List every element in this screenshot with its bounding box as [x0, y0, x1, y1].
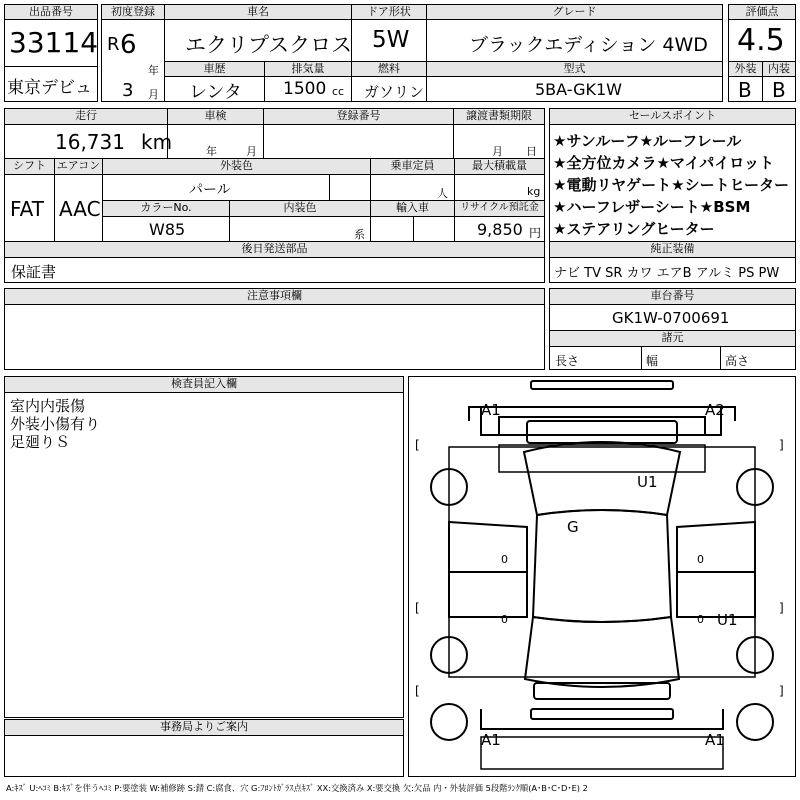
- later-parts-cell: [4, 257, 545, 283]
- first-reg-month: 3: [122, 80, 134, 101]
- door-cell: [351, 19, 427, 62]
- sales-point: ★サンルーフ★ルーフレール: [553, 132, 742, 150]
- dim-divider-2: [720, 347, 721, 370]
- color-number: W85: [149, 220, 186, 239]
- registration-number-header: 登録番号: [263, 108, 454, 125]
- load-cell: [454, 174, 545, 201]
- equipment-header: 純正装備: [549, 241, 796, 258]
- legend: A:ｷｽﾞ U:ﾍｺﾐ B:ｷｽﾞを伴うﾍｺﾐ P:要塗装 W:補修跡 S:錆 C:腐食、穴 G:ﾌﾛﾝﾄｶﾞﾗｽ点ｷｽﾞ XX:交換済み X:要交換 欠:欠品 内・外装評価 5段階ﾗﾝｸ順(A･B･C･D･E) 2: [6, 783, 588, 793]
- displacement-unit: cc: [332, 85, 345, 98]
- zero-mark: 0: [501, 553, 508, 566]
- damage-mark: A1: [705, 731, 725, 749]
- score: 4.5: [737, 23, 785, 58]
- shift: FAT: [10, 197, 45, 221]
- transfer-month-unit: 月: [492, 145, 503, 158]
- import-header: 輸入車: [370, 200, 455, 217]
- recycle-fee-cell: [454, 216, 545, 242]
- grade-cell: [426, 19, 723, 62]
- sales-point: ★電動リヤゲート★シートヒーター: [553, 176, 789, 194]
- equipment: ナビ TV SR カワ エアB アルミ PS PW: [554, 266, 780, 281]
- history-header: 車歴: [164, 61, 265, 77]
- grade: ブラックエディション 4WD: [469, 34, 708, 56]
- mileage: 16,731: [55, 130, 125, 154]
- color-number-header: カラーNo.: [102, 200, 230, 217]
- registration-number-cell: [263, 124, 454, 159]
- exterior-grade-cell: [728, 76, 763, 102]
- inspection-header: 車検: [167, 108, 264, 125]
- car-name-cell: [164, 19, 352, 62]
- interior-color-cell: [229, 216, 371, 242]
- lot-note-cell: [4, 66, 98, 102]
- model-code: 5BA-GK1W: [535, 80, 622, 99]
- sales-point: ★ステアリングヒーター: [553, 220, 715, 238]
- car-diagram-frame: [408, 376, 796, 777]
- svg-text:[: [: [415, 684, 420, 698]
- exterior-color-header: 外装色: [102, 158, 371, 175]
- transfer-day-unit: 日: [526, 145, 537, 158]
- fuel-header: 燃料: [351, 61, 427, 77]
- inspector-note: 足廻りＳ: [10, 433, 71, 451]
- transfer-deadline-cell: [453, 124, 545, 159]
- fuel: ガソリン: [364, 83, 425, 101]
- aircon: AAC: [59, 197, 101, 221]
- later-parts-header: 後日発送部品: [4, 241, 545, 258]
- first-registration-header: 初度登録: [101, 4, 165, 20]
- recycle-fee-unit: 円: [529, 226, 542, 240]
- era-label: R: [107, 34, 120, 55]
- grade-header: グレード: [426, 4, 723, 20]
- lot-number-header: 出品番号: [4, 4, 98, 20]
- inspector-note: 室内内張傷: [10, 397, 86, 415]
- import-divider: [413, 217, 414, 242]
- recycle-fee-header: リサイクル預託金: [454, 200, 545, 217]
- car-diagram: [409, 377, 795, 776]
- score-cell: [728, 19, 796, 62]
- chassis-header: 車台番号: [549, 288, 796, 305]
- height-label: 高さ: [725, 354, 750, 368]
- first-reg-year: 6: [120, 30, 137, 60]
- mileage-cell: [4, 124, 173, 159]
- damage-mark: G: [567, 518, 579, 536]
- exterior-grade: B: [738, 78, 752, 102]
- load-unit: kg: [527, 185, 541, 198]
- dimensions-header: 諸元: [549, 330, 796, 347]
- car-name: エクリプスクロス: [185, 33, 353, 57]
- displacement-header: 排気量: [264, 61, 352, 77]
- lot-note: 東京デビュ: [7, 78, 92, 98]
- score-header: 評価点: [728, 4, 796, 20]
- notes-header: 注意事項欄: [4, 288, 545, 305]
- model-cell: [426, 76, 723, 102]
- notes-cell: [4, 304, 545, 370]
- svg-text:]: ]: [779, 684, 784, 698]
- length-label: 長さ: [555, 354, 580, 368]
- interior-grade-cell: [762, 76, 796, 102]
- recycle-fee: 9,850: [477, 220, 523, 239]
- aircon-cell: [54, 174, 103, 242]
- svg-text:[: [: [415, 601, 420, 615]
- load-header: 最大積載量: [454, 158, 545, 175]
- history-cell: [164, 76, 265, 102]
- displacement: 1500: [283, 79, 327, 99]
- inspector-note: 外装小傷有り: [10, 415, 101, 433]
- sales-points-header: セールスポイント: [549, 108, 796, 125]
- month-unit: 月: [148, 88, 159, 101]
- shift-cell: [4, 174, 55, 242]
- exterior-color-cell: [102, 174, 371, 201]
- door-type: 5W: [372, 27, 410, 53]
- exterior-color: パール: [189, 182, 231, 198]
- width-label: 幅: [646, 354, 659, 368]
- zero-mark: 0: [697, 613, 704, 626]
- office-notice-cell: [4, 735, 404, 777]
- dim-divider-1: [641, 347, 642, 370]
- mileage-unit: km: [141, 130, 173, 154]
- fuel-cell: [351, 76, 427, 102]
- damage-mark: A2: [705, 401, 725, 419]
- equipment-cell: [549, 257, 796, 283]
- svg-text:]: ]: [779, 438, 784, 452]
- chassis-number: GK1W-0700691: [612, 309, 730, 327]
- interior-color-unit: 系: [354, 228, 365, 241]
- damage-mark: A1: [481, 401, 501, 419]
- color-number-cell: [102, 216, 230, 242]
- interior-grade: B: [772, 78, 786, 102]
- damage-mark: U1: [717, 611, 738, 629]
- door-header: ドア形状: [351, 4, 427, 20]
- office-notice-header: 事務局よりご案内: [4, 719, 404, 736]
- aircon-header: エアコン: [54, 158, 103, 175]
- capacity-unit: 人: [437, 187, 448, 200]
- interior-color-header: 内装色: [229, 200, 371, 217]
- damage-mark: A1: [481, 731, 501, 749]
- dimensions-cell: [549, 346, 796, 370]
- first-registration-cell: [101, 19, 165, 102]
- exterior-grade-header: 外装: [728, 61, 763, 77]
- exterior-color-divider: [329, 175, 330, 201]
- svg-text:]: ]: [779, 601, 784, 615]
- chassis-cell: [549, 304, 796, 331]
- import-cell: [370, 216, 455, 242]
- displacement-cell: [264, 76, 352, 102]
- capacity-header: 乗車定員: [370, 158, 455, 175]
- sales-points-cell: [549, 124, 796, 242]
- lot-number-cell: [4, 19, 98, 67]
- capacity-cell: [370, 174, 455, 201]
- svg-text:[: [: [415, 438, 420, 452]
- inspection-month-unit: 月: [246, 145, 257, 158]
- zero-mark: 0: [697, 553, 704, 566]
- year-unit: 年: [148, 64, 159, 77]
- interior-grade-header: 内装: [762, 61, 796, 77]
- inspection-year-unit: 年: [206, 145, 217, 158]
- inspector-notes-header: 検査員記入欄: [4, 376, 404, 393]
- shift-header: シフト: [4, 158, 55, 175]
- inspector-notes-cell: [4, 392, 404, 718]
- sales-point: ★全方位カメラ★マイパイロット: [553, 154, 774, 172]
- model-header: 型式: [426, 61, 723, 77]
- mileage-header: 走行: [4, 108, 168, 125]
- inspection-cell: [167, 124, 264, 159]
- later-parts: 保証書: [11, 263, 57, 281]
- car-name-header: 車名: [164, 4, 352, 20]
- lot-number: 33114: [9, 26, 99, 59]
- damage-mark: U1: [637, 473, 658, 491]
- zero-mark: 0: [501, 613, 508, 626]
- sales-point: ★ハーフレザーシート★BSM: [553, 198, 751, 216]
- history: レンタ: [189, 82, 242, 103]
- transfer-deadline-header: 譲渡書類期限: [453, 108, 545, 125]
